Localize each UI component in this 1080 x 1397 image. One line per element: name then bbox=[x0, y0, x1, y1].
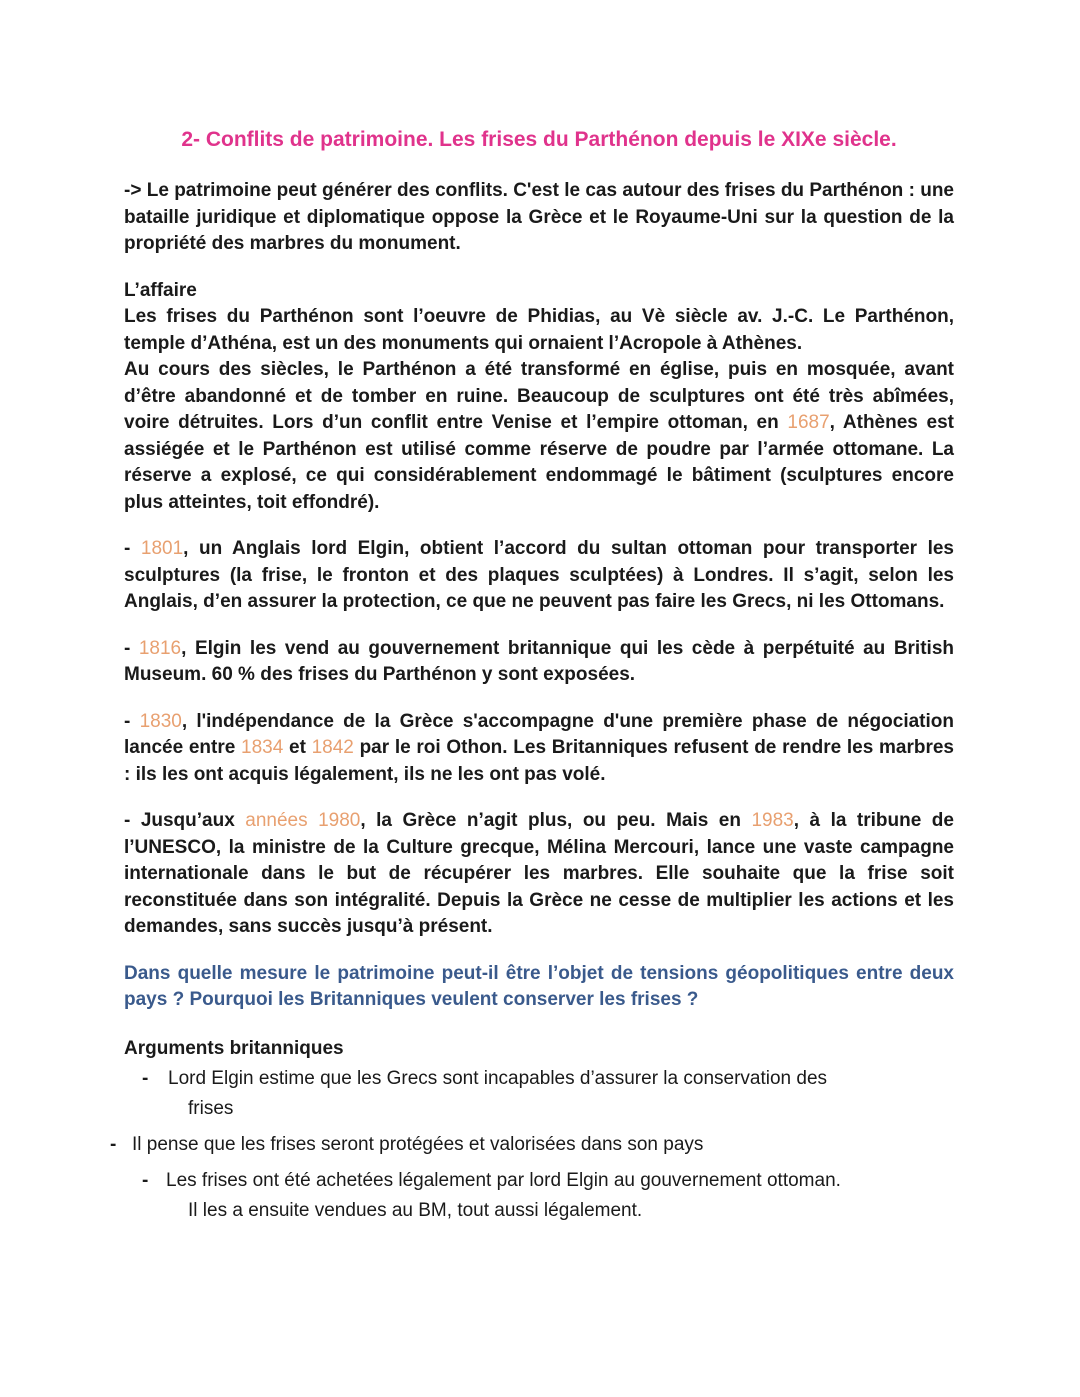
argument-1-line-1: Lord Elgin estime que les Grecs sont incapables d’assurer la conservation des bbox=[168, 1068, 828, 1089]
affaire-paragraph-1: Les frises du Parthénon sont l’oeuvre de Phidias, au Vè siècle av. J.-C. Le Parthénon, temple d’Athéna, est un des monuments qui ornaient l’Acropole à Athènes. bbox=[124, 306, 954, 354]
argument-3-line-2: Il les a ensuite vendues au BM, tout aussi légalement. bbox=[188, 1200, 643, 1221]
year-1830: 1830 bbox=[139, 710, 182, 732]
argument-item-2 bbox=[110, 1130, 954, 1160]
event-1830-prefix: - bbox=[124, 710, 140, 732]
event-1830-text-2: et bbox=[283, 737, 312, 758]
arguments-heading: Arguments britanniques bbox=[124, 1037, 344, 1059]
argument-item-3 bbox=[142, 1166, 954, 1226]
year-1983: 1983 bbox=[751, 810, 794, 831]
event-1801-prefix: - bbox=[124, 538, 141, 559]
affaire-heading: L’affaire bbox=[124, 279, 197, 301]
event-1980-text-2: , à la tribune de l’UNESCO, la ministre de la Culture grecque, Mélina Mercouri, lance une vaste campagne internationale dans le but de récupérer les marbres. Elle souhaite que la frise soit reconstituée dans son intégralité. Depuis la Grèce ne cesse de multiplier les actions et les demandes, sans succès jusqu’à présent. bbox=[124, 810, 954, 937]
bullet-dash: - bbox=[142, 1170, 149, 1191]
guiding-question: Dans quelle mesure le patrimoine peut-il être l’objet de tensions géopolitiques entre deux pays ? Pourquoi les Britanniques veulent conserver les frises ? bbox=[124, 962, 954, 1010]
event-1816 bbox=[124, 636, 954, 689]
event-1980-text-1: , la Grèce n’agit plus, ou peu. Mais en bbox=[360, 810, 752, 831]
arguments-section bbox=[110, 1036, 954, 1227]
event-1980-prefix: - Jusqu’aux bbox=[124, 810, 246, 831]
document-title: 2- Conflits de patrimoine. Les frises du Parthénon depuis le XIXe siècle. bbox=[181, 128, 897, 151]
affaire-text-b: , Athènes est assiégée et le Parthénon est utilisé comme réserve de poudre par l’armée ottomane. La réserve a explosé, ce qui considérablement endommagé le bâtiment (sculptures encore plus atteintes, toit effondré). bbox=[124, 412, 954, 513]
argument-3-line-1: Les frises ont été achetées légalement par lord Elgin au gouvernement ottoman. bbox=[166, 1170, 841, 1191]
event-1830-text-1: , l'indépendance de la Grèce s'accompagne d'une première phase de négociation lancée entre bbox=[124, 710, 954, 758]
event-1980 bbox=[124, 808, 954, 941]
intro-paragraph: -> Le patrimoine peut générer des conflits. C'est le cas autour des frises du Parthénon : une bataille juridique et diplomatique oppose la Grèce et le Royaume-Uni sur la question de la propriété des marbres du monument. bbox=[124, 180, 954, 254]
year-1842: 1842 bbox=[311, 737, 354, 758]
year-1687: 1687 bbox=[787, 412, 830, 433]
event-1816-prefix: - bbox=[124, 637, 139, 659]
bullet-dash: - bbox=[142, 1068, 149, 1089]
argument-1-line-2: frises bbox=[188, 1098, 234, 1119]
event-1816-text: , Elgin les vend au gouvernement britannique qui les cède à perpétuité au British Museum. 60 % des frises du Parthénon y sont exposées. bbox=[124, 637, 954, 685]
affaire-section bbox=[124, 278, 954, 517]
event-1830 bbox=[124, 709, 954, 789]
event-1830-text-3: par le roi Othon. Les Britanniques refusent de rendre les marbres : ils les ont acquis légalement, ils ne les ont pas volé. bbox=[124, 737, 954, 785]
event-1801-text: , un Anglais lord Elgin, obtient l’accord du sultan ottoman pour transporter les sculptures (la frise, le fronton et des plaques sculptées) à Londres. Il s’agit, selon les Anglais, d’en assurer la protection, ce que ne peuvent pas faire les Grecs, ni les Ottomans. bbox=[124, 538, 954, 612]
event-1801 bbox=[124, 536, 954, 616]
argument-item-1 bbox=[142, 1064, 954, 1124]
year-1816: 1816 bbox=[138, 637, 182, 659]
year-1980s: années 1980 bbox=[245, 810, 361, 831]
year-1834: 1834 bbox=[241, 737, 284, 758]
affaire-paragraph-2 bbox=[124, 357, 954, 516]
year-1801: 1801 bbox=[140, 538, 184, 559]
affaire-text-a: Au cours des siècles, le Parthénon a été transformé en église, puis en mosquée, avant d’être abandonné et de tomber en ruine. Beaucoup de sculptures ont été très abîmées, voire détruites. Lors d’un conflit entre Venise et l’empire ottoman, en bbox=[124, 359, 954, 433]
bullet-dash: - bbox=[110, 1134, 117, 1155]
argument-2-text: Il pense que les frises seront protégées et valorisées dans son pays bbox=[132, 1134, 704, 1155]
document-page bbox=[110, 128, 954, 1226]
